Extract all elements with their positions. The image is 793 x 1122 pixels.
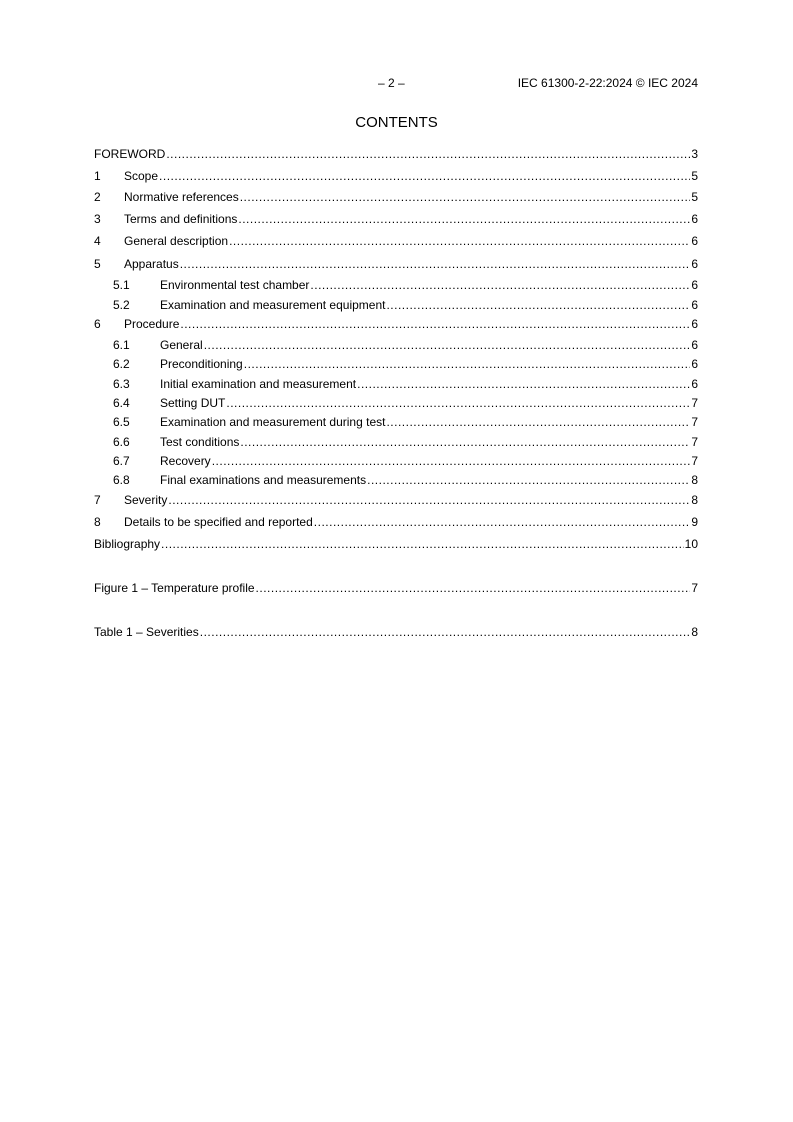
dot-leader <box>161 536 684 552</box>
dot-leader <box>159 168 690 184</box>
dot-leader <box>166 146 690 162</box>
toc-entry-title: FOREWORD <box>94 147 166 161</box>
toc-entry-number: 5 <box>94 257 101 271</box>
dot-leader <box>240 434 690 450</box>
toc-entry-title: Final examinations and measurements <box>160 473 367 487</box>
toc-entry-number: 6.5 <box>113 415 130 429</box>
toc-entry-number: 6.6 <box>113 435 130 449</box>
table-entry-page: 8 <box>691 625 698 639</box>
toc-entry-page: 7 <box>691 415 698 429</box>
contents-title: CONTENTS <box>355 114 438 131</box>
toc-entry-title: Examination and measurement during test <box>160 415 386 429</box>
toc-entry-6-8[interactable] <box>94 472 698 488</box>
figure-entry-page: 7 <box>691 581 698 595</box>
toc-entry-number: 4 <box>94 234 101 248</box>
toc-entry-bibliography[interactable] <box>94 536 698 552</box>
toc-entry-number: 7 <box>94 493 101 507</box>
toc-entry-1[interactable] <box>94 168 698 184</box>
toc-entry-page: 5 <box>691 190 698 204</box>
toc-entry-title: Details to be specified and reported <box>124 515 313 529</box>
table-entry-title: Table 1 – Severities <box>94 625 199 639</box>
toc-entry-title: Initial examination and measurement <box>160 377 357 391</box>
toc-entry-5-2[interactable] <box>94 297 698 313</box>
toc-entry-page: 10 <box>684 537 698 551</box>
toc-entry-title: Recovery <box>160 454 211 468</box>
toc-entry-title: Procedure <box>124 317 180 331</box>
dot-leader <box>386 297 690 313</box>
toc-entry-2[interactable] <box>94 189 698 205</box>
toc-entry-5[interactable] <box>94 256 698 272</box>
dot-leader <box>310 277 690 293</box>
toc-entry-number: 6 <box>94 317 101 331</box>
figure-entry-title: Figure 1 – Temperature profile <box>94 581 255 595</box>
toc-entry-page: 9 <box>691 515 698 529</box>
toc-entry-page: 8 <box>691 493 698 507</box>
toc-entry-3[interactable] <box>94 211 698 227</box>
dot-leader <box>386 414 690 430</box>
toc-entry-page: 5 <box>691 169 698 183</box>
dot-leader <box>314 514 691 530</box>
toc-entry-page: 6 <box>691 338 698 352</box>
toc-entry-page: 3 <box>691 147 698 161</box>
dot-leader <box>200 624 691 640</box>
dot-leader <box>240 189 691 205</box>
toc-entry-page: 7 <box>691 454 698 468</box>
toc-entry-7[interactable] <box>94 492 698 508</box>
toc-entry-title: General <box>160 338 203 352</box>
toc-entry-page: 8 <box>691 473 698 487</box>
toc-entry-6-1[interactable] <box>94 337 698 353</box>
toc-entry-6-6[interactable] <box>94 434 698 450</box>
toc-entry-number: 6.2 <box>113 357 130 371</box>
toc-entry-page: 6 <box>691 377 698 391</box>
toc-entry-number: 3 <box>94 212 101 226</box>
dot-leader <box>212 453 691 469</box>
dot-leader <box>180 316 690 332</box>
toc-entry-6-7[interactable] <box>94 453 698 469</box>
toc-entry-number: 1 <box>94 169 101 183</box>
toc-entry-page: 7 <box>691 396 698 410</box>
toc-entry-number: 6.1 <box>113 338 130 352</box>
dot-leader <box>226 395 690 411</box>
toc-entry-number: 2 <box>94 190 101 204</box>
toc-entry-title: Preconditioning <box>160 357 243 371</box>
dot-leader <box>168 492 690 508</box>
toc-entry-title: Severity <box>124 493 168 507</box>
toc-entry-title: Test conditions <box>160 435 240 449</box>
dot-leader <box>204 337 691 353</box>
toc-entry-page: 6 <box>691 357 698 371</box>
toc-entry-page: 6 <box>691 317 698 331</box>
toc-entry-number: 5.1 <box>113 278 130 292</box>
toc-entry-page: 7 <box>691 435 698 449</box>
toc-entry-title: Apparatus <box>124 257 179 271</box>
toc-entry-6[interactable] <box>94 316 698 332</box>
dot-leader <box>238 211 690 227</box>
document-reference: IEC 61300-2-22:2024 © IEC 2024 <box>517 76 698 90</box>
toc-entry-6-2[interactable] <box>94 356 698 372</box>
dot-leader <box>256 580 691 596</box>
dot-leader <box>367 472 690 488</box>
dot-leader <box>229 233 690 249</box>
toc-entry-6-4[interactable] <box>94 395 698 411</box>
toc-entry-number: 6.4 <box>113 396 130 410</box>
toc-entry-title: Examination and measurement equipment <box>160 298 386 312</box>
toc-entry-foreword[interactable] <box>94 146 698 162</box>
toc-entry-page: 6 <box>691 278 698 292</box>
toc-entry-title: Environmental test chamber <box>160 278 310 292</box>
list-of-tables-entry[interactable] <box>94 624 698 640</box>
toc-entry-title: Scope <box>124 169 159 183</box>
page-number: – 2 – <box>378 76 405 90</box>
toc-entry-title: Normative references <box>124 190 239 204</box>
toc-entry-title: General description <box>124 234 229 248</box>
toc-entry-number: 6.8 <box>113 473 130 487</box>
toc-entry-title: Terms and definitions <box>124 212 238 226</box>
toc-entry-5-1[interactable] <box>94 277 698 293</box>
toc-entry-title: Bibliography <box>94 537 161 551</box>
list-of-figures-entry[interactable] <box>94 580 698 596</box>
toc-entry-number: 6.3 <box>113 377 130 391</box>
toc-entry-6-3[interactable] <box>94 376 698 392</box>
toc-entry-6-5[interactable] <box>94 414 698 430</box>
toc-entry-4[interactable] <box>94 233 698 249</box>
toc-entry-number: 6.7 <box>113 454 130 468</box>
toc-entry-page: 6 <box>691 298 698 312</box>
toc-entry-page: 6 <box>691 234 698 248</box>
dot-leader <box>357 376 690 392</box>
dot-leader <box>180 256 691 272</box>
toc-entry-page: 6 <box>691 257 698 271</box>
toc-entry-number: 5.2 <box>113 298 130 312</box>
toc-entry-8[interactable] <box>94 514 698 530</box>
dot-leader <box>244 356 691 372</box>
toc-entry-page: 6 <box>691 212 698 226</box>
toc-entry-title: Setting DUT <box>160 396 226 410</box>
toc-entry-number: 8 <box>94 515 101 529</box>
